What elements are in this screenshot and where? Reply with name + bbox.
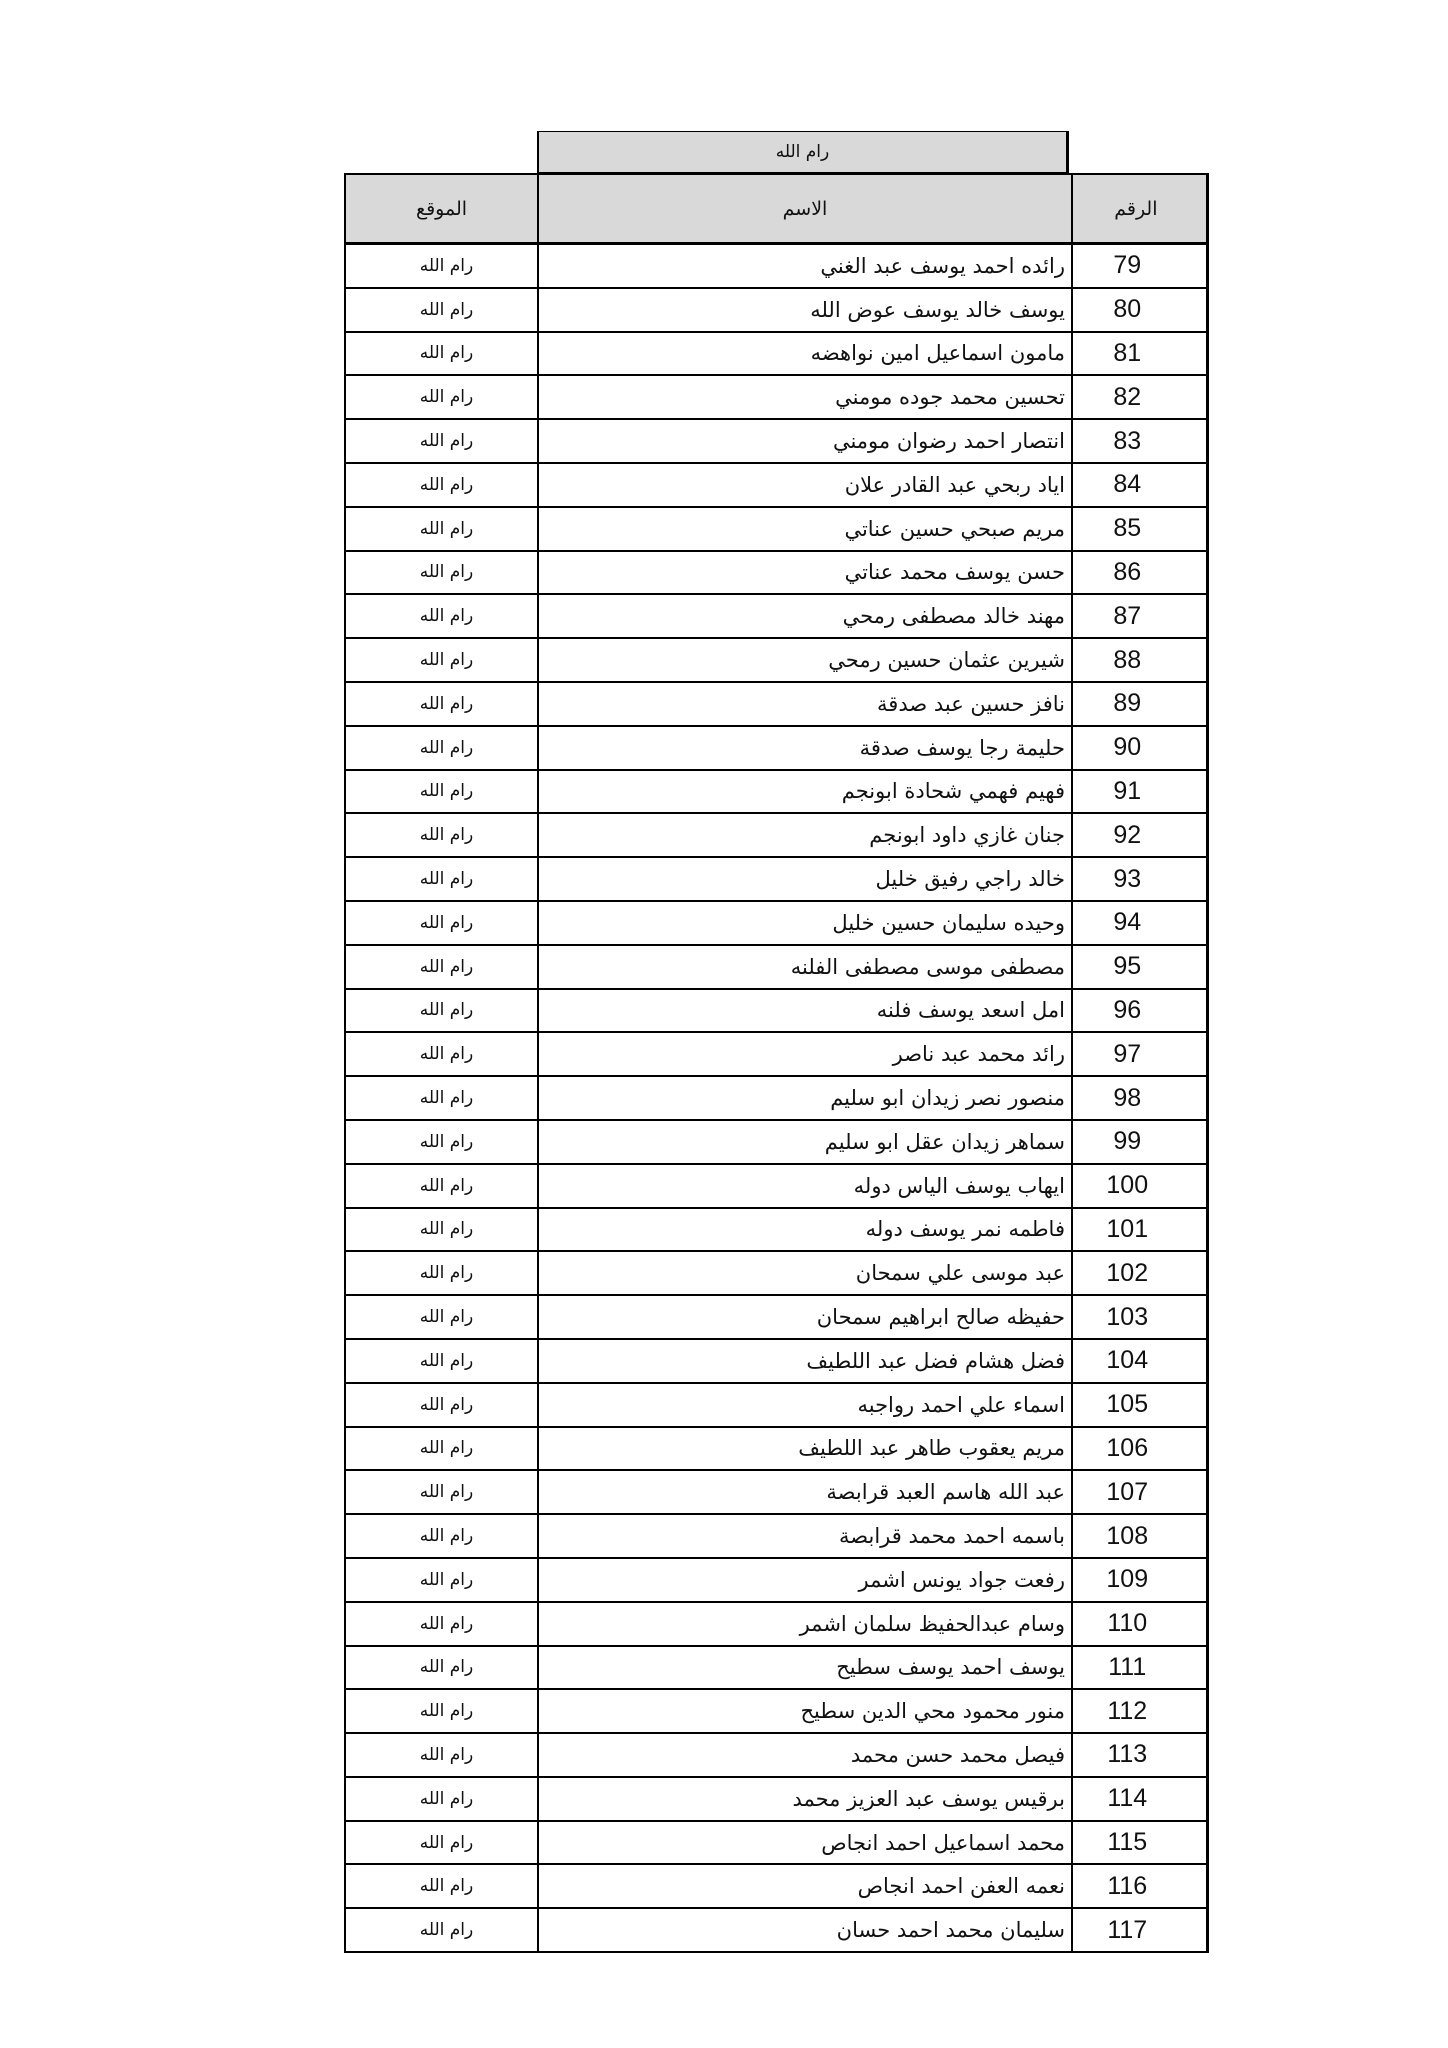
table-row	[345, 1032, 1207, 1076]
cell-name: شيرين عثمان حسين رمحي	[538, 638, 1072, 682]
cell-location: رام الله	[345, 594, 538, 638]
cell-number: 113	[1072, 1733, 1207, 1777]
cell-number: 96	[1072, 989, 1207, 1033]
names-table-container	[344, 173, 1206, 1953]
cell-name: وحيده سليمان حسين خليل	[538, 901, 1072, 945]
column-header-number: الرقم	[1072, 174, 1207, 244]
table-row	[345, 726, 1207, 770]
cell-location: رام الله	[345, 1120, 538, 1164]
cell-name: مامون اسماعيل امين نواهضه	[538, 332, 1072, 376]
cell-location: رام الله	[345, 989, 538, 1033]
cell-location: رام الله	[345, 638, 538, 682]
cell-name: حليمة رجا يوسف صدقة	[538, 726, 1072, 770]
cell-location: رام الله	[345, 1602, 538, 1646]
cell-number: 108	[1072, 1514, 1207, 1558]
table-row	[345, 244, 1207, 288]
cell-name: سماهر زيدان عقل ابو سليم	[538, 1120, 1072, 1164]
table-row	[345, 1208, 1207, 1252]
cell-name: فيصل محمد حسن محمد	[538, 1733, 1072, 1777]
cell-number: 84	[1072, 463, 1207, 507]
table-row	[345, 1251, 1207, 1295]
cell-number: 110	[1072, 1602, 1207, 1646]
cell-number: 114	[1072, 1777, 1207, 1821]
cell-name: انتصار احمد رضوان مومني	[538, 419, 1072, 463]
cell-number: 99	[1072, 1120, 1207, 1164]
table-row	[345, 901, 1207, 945]
cell-name: فهيم فهمي شحادة ابونجم	[538, 770, 1072, 814]
cell-number: 91	[1072, 770, 1207, 814]
cell-name: مريم صبحي حسين عناتي	[538, 507, 1072, 551]
cell-name: نافز حسين عبد صدقة	[538, 682, 1072, 726]
table-header-row	[345, 174, 1207, 244]
cell-number: 81	[1072, 332, 1207, 376]
table-row	[345, 1689, 1207, 1733]
cell-location: رام الله	[345, 375, 538, 419]
cell-location: رام الله	[345, 1864, 538, 1908]
cell-number: 82	[1072, 375, 1207, 419]
cell-location: رام الله	[345, 1646, 538, 1690]
table-row	[345, 375, 1207, 419]
cell-location: رام الله	[345, 507, 538, 551]
cell-name: رفعت جواد يونس اشمر	[538, 1558, 1072, 1602]
cell-number: 88	[1072, 638, 1207, 682]
cell-name: محمد اسماعيل احمد انجاص	[538, 1821, 1072, 1865]
cell-location: رام الله	[345, 1689, 538, 1733]
cell-name: وسام عبدالحفيظ سلمان اشمر	[538, 1602, 1072, 1646]
cell-location: رام الله	[345, 770, 538, 814]
cell-number: 103	[1072, 1295, 1207, 1339]
table-row	[345, 638, 1207, 682]
cell-location: رام الله	[345, 1821, 538, 1865]
table-row	[345, 1821, 1207, 1865]
cell-location: رام الله	[345, 857, 538, 901]
table-row	[345, 1864, 1207, 1908]
cell-location: رام الله	[345, 419, 538, 463]
cell-name: يوسف احمد يوسف سطيح	[538, 1646, 1072, 1690]
cell-name: فضل هشام فضل عبد اللطيف	[538, 1339, 1072, 1383]
names-table	[344, 173, 1209, 1953]
cell-number: 83	[1072, 419, 1207, 463]
cell-name: يوسف خالد يوسف عوض الله	[538, 288, 1072, 332]
cell-number: 93	[1072, 857, 1207, 901]
cell-name: رائده احمد يوسف عبد الغني	[538, 244, 1072, 288]
cell-location: رام الله	[345, 726, 538, 770]
table-row	[345, 1733, 1207, 1777]
cell-name: باسمه احمد محمد قرابصة	[538, 1514, 1072, 1558]
cell-number: 95	[1072, 945, 1207, 989]
cell-name: امل اسعد يوسف فلنه	[538, 989, 1072, 1033]
cell-number: 98	[1072, 1076, 1207, 1120]
cell-name: عبد موسى علي سمحان	[538, 1251, 1072, 1295]
table-row	[345, 1295, 1207, 1339]
cell-name: منصور نصر زيدان ابو سليم	[538, 1076, 1072, 1120]
table-row	[345, 419, 1207, 463]
cell-name: مريم يعقوب طاهر عبد اللطيف	[538, 1427, 1072, 1471]
cell-number: 85	[1072, 507, 1207, 551]
cell-location: رام الله	[345, 1032, 538, 1076]
cell-location: رام الله	[345, 1164, 538, 1208]
cell-location: رام الله	[345, 1514, 538, 1558]
cell-number: 94	[1072, 901, 1207, 945]
cell-location: رام الله	[345, 1777, 538, 1821]
cell-location: رام الله	[345, 463, 538, 507]
cell-name: رائد محمد عبد ناصر	[538, 1032, 1072, 1076]
table-row	[345, 1383, 1207, 1427]
cell-number: 101	[1072, 1208, 1207, 1252]
table-row	[345, 1164, 1207, 1208]
cell-location: رام الله	[345, 1076, 538, 1120]
table-row	[345, 1076, 1207, 1120]
cell-number: 86	[1072, 551, 1207, 595]
cell-number: 87	[1072, 594, 1207, 638]
cell-location: رام الله	[345, 1733, 538, 1777]
cell-number: 100	[1072, 1164, 1207, 1208]
cell-number: 79	[1072, 244, 1207, 288]
cell-number: 80	[1072, 288, 1207, 332]
cell-location: رام الله	[345, 813, 538, 857]
cell-number: 104	[1072, 1339, 1207, 1383]
cell-number: 117	[1072, 1908, 1207, 1952]
cell-name: ايهاب يوسف الياس دوله	[538, 1164, 1072, 1208]
cell-location: رام الله	[345, 682, 538, 726]
column-header-name: الاسم	[538, 174, 1072, 244]
cell-number: 106	[1072, 1427, 1207, 1471]
cell-name: اسماء علي احمد رواجبه	[538, 1383, 1072, 1427]
cell-location: رام الله	[345, 1470, 538, 1514]
table-body	[345, 244, 1207, 1953]
cell-name: سليمان محمد احمد حسان	[538, 1908, 1072, 1952]
cell-name: منور محمود محي الدين سطيح	[538, 1689, 1072, 1733]
table-row	[345, 1120, 1207, 1164]
table-row	[345, 770, 1207, 814]
table-row	[345, 857, 1207, 901]
column-header-location: الموقع	[345, 174, 538, 244]
table-row	[345, 332, 1207, 376]
cell-location: رام الله	[345, 1295, 538, 1339]
cell-number: 90	[1072, 726, 1207, 770]
table-row	[345, 1777, 1207, 1821]
cell-name: حفيظه صالح ابراهيم سمحان	[538, 1295, 1072, 1339]
cell-location: رام الله	[345, 901, 538, 945]
cell-name: نعمه العفن احمد انجاص	[538, 1864, 1072, 1908]
cell-number: 107	[1072, 1470, 1207, 1514]
table-row	[345, 1470, 1207, 1514]
table-row	[345, 1602, 1207, 1646]
cell-location: رام الله	[345, 551, 538, 595]
cell-name: حسن يوسف محمد عناتي	[538, 551, 1072, 595]
table-row	[345, 1558, 1207, 1602]
table-row	[345, 1514, 1207, 1558]
cell-number: 115	[1072, 1821, 1207, 1865]
cell-number: 105	[1072, 1383, 1207, 1427]
cell-name: اياد ربحي عبد القادر علان	[538, 463, 1072, 507]
cell-number: 111	[1072, 1646, 1207, 1690]
cell-location: رام الله	[345, 1208, 538, 1252]
cell-number: 116	[1072, 1864, 1207, 1908]
table-row	[345, 1646, 1207, 1690]
cell-name: عبد الله هاسم العبد قرابصة	[538, 1470, 1072, 1514]
cell-location: رام الله	[345, 1558, 538, 1602]
cell-name: جنان غازي داود ابونجم	[538, 813, 1072, 857]
table-row	[345, 1339, 1207, 1383]
table-row	[345, 682, 1207, 726]
cell-number: 102	[1072, 1251, 1207, 1295]
cell-location: رام الله	[345, 288, 538, 332]
table-row	[345, 1427, 1207, 1471]
cell-number: 109	[1072, 1558, 1207, 1602]
table-row	[345, 463, 1207, 507]
table-row	[345, 507, 1207, 551]
cell-location: رام الله	[345, 1339, 538, 1383]
group-header-city: رام الله	[537, 131, 1069, 173]
cell-name: خالد راجي رفيق خليل	[538, 857, 1072, 901]
cell-name: فاطمه نمر يوسف دوله	[538, 1208, 1072, 1252]
table-row	[345, 288, 1207, 332]
cell-name: برقيس يوسف عبد العزيز محمد	[538, 1777, 1072, 1821]
cell-location: رام الله	[345, 1383, 538, 1427]
table-row	[345, 594, 1207, 638]
table-row	[345, 813, 1207, 857]
cell-number: 112	[1072, 1689, 1207, 1733]
cell-location: رام الله	[345, 332, 538, 376]
cell-location: رام الله	[345, 1908, 538, 1952]
table-row	[345, 945, 1207, 989]
table-row	[345, 1908, 1207, 1952]
cell-location: رام الله	[345, 945, 538, 989]
table-row	[345, 551, 1207, 595]
table-row	[345, 989, 1207, 1033]
cell-number: 89	[1072, 682, 1207, 726]
cell-number: 92	[1072, 813, 1207, 857]
cell-name: مهند خالد مصطفى رمحي	[538, 594, 1072, 638]
cell-name: تحسين محمد جوده مومني	[538, 375, 1072, 419]
cell-name: مصطفى موسى مصطفى الفلنه	[538, 945, 1072, 989]
cell-location: رام الله	[345, 1251, 538, 1295]
cell-number: 97	[1072, 1032, 1207, 1076]
cell-location: رام الله	[345, 244, 538, 288]
cell-location: رام الله	[345, 1427, 538, 1471]
